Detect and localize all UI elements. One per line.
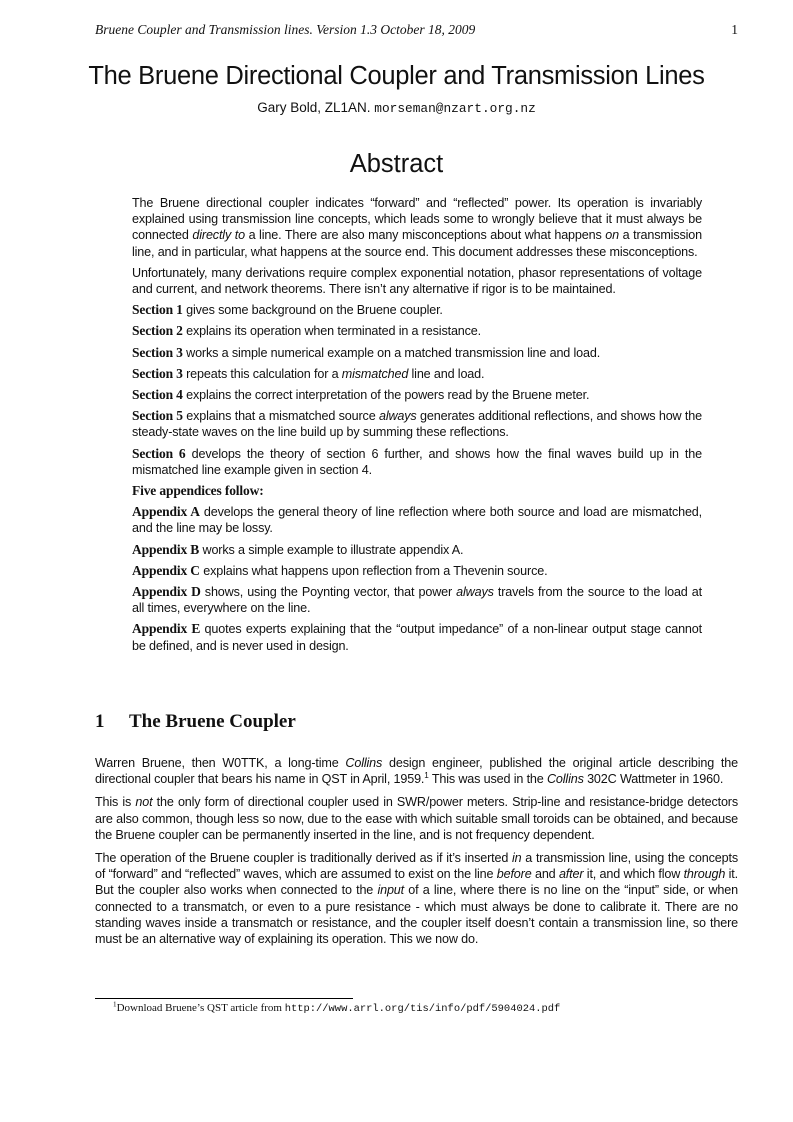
- bold-label: Section 1: [132, 302, 183, 318]
- emphasis-text: after: [558, 867, 584, 882]
- bold-label: Section 5: [132, 408, 183, 424]
- text-run: generates additional reflections, and shows how the steady-state waves on the line build up by summing these reflections.: [132, 409, 702, 440]
- paragraph: [132, 366, 702, 382]
- paragraph: [132, 265, 702, 297]
- text-run: it. But the coupler also works when connected to the: [95, 867, 738, 898]
- emphasis-text: before: [496, 867, 532, 882]
- paragraph: [132, 302, 702, 318]
- running-title: Bruene Coupler and Transmission lines. Version 1.3 October 18, 2009: [95, 22, 476, 37]
- text-run: the only form of directional coupler used in SWR/power meters. Strip-line and resistance-bridge detectors are also common, though less so now, due to the ease with which suitable small toroids can be obtained, and because the Bruene coupler can be permanently inserted in the line, and is not frequency dependent.: [95, 795, 738, 842]
- page-number: 1: [731, 22, 738, 37]
- footnote: [113, 1002, 560, 1015]
- text-run: it, and which flow: [583, 867, 684, 882]
- bold-label: Section 2: [132, 323, 183, 339]
- author-line: [0, 100, 793, 116]
- paragraph: [132, 195, 702, 260]
- document-title: The Bruene Directional Coupler and Transmission Lines: [88, 62, 705, 90]
- text-run: travels from the source to the load at all times, everywhere on the line.: [132, 585, 702, 616]
- paragraph: [132, 408, 702, 440]
- text-run: explains the correct interpretation of the powers read by the Bruene meter.: [182, 388, 590, 403]
- paragraph: [132, 621, 702, 653]
- abstract-body: [132, 195, 702, 659]
- paragraph: [132, 504, 702, 536]
- text-run: works a simple numerical example on a matched transmission line and load.: [182, 345, 601, 360]
- paragraph: [132, 345, 702, 361]
- section-body: [95, 755, 738, 954]
- author-name: Gary Bold, ZL1AN.: [257, 100, 371, 115]
- paragraph: [132, 483, 702, 499]
- text-run: design engineer, published the original article describing the directional coupler that bears his name in QST in April, 1959.: [95, 756, 738, 787]
- text-run: a line. There are also many misconceptions about what happens: [244, 228, 606, 243]
- text-run: a transmission line, using the concepts of “forward” and “reflected” waves, which are assumed to exist on the line: [95, 851, 738, 882]
- section-heading: [95, 711, 296, 733]
- emphasis-text: in: [511, 851, 522, 866]
- emphasis-text: Collins: [345, 756, 383, 770]
- text-run: 302C Wattmeter in 1960.: [583, 772, 724, 787]
- text-run: This is: [95, 795, 136, 810]
- footnote-ref: 1: [424, 771, 429, 781]
- text-run: develops the theory of section 6 further, and shows how the final waves build up in the mismatched line example given in section 4.: [132, 446, 702, 477]
- text-run: develops the general theory of line reflection where both source and load are mismatched, and the line may be lossy.: [132, 505, 703, 536]
- bold-label: Section 3: [132, 344, 183, 360]
- footnote-text: Download Bruene’s QST article from: [116, 1002, 285, 1014]
- emphasis-text: directly to: [192, 228, 245, 243]
- text-run: This was used in the: [428, 772, 547, 787]
- footnote-mark: 1: [113, 1000, 117, 1009]
- bold-label: Appendix A: [132, 504, 200, 520]
- section-title: The Bruene Coupler: [129, 711, 296, 732]
- bold-label: Section 4: [132, 387, 183, 403]
- text-run: shows, using the Poynting vector, that power: [200, 585, 457, 600]
- author-email[interactable]: morseman@nzart.org.nz: [374, 101, 536, 116]
- paragraph: [95, 755, 738, 787]
- text-run: explains what happens upon reflection from a Thevenin source.: [199, 563, 548, 578]
- emphasis-text: input: [377, 883, 404, 898]
- emphasis-text: always: [378, 409, 417, 424]
- bold-label: Appendix D: [132, 584, 201, 600]
- paragraph: [132, 542, 702, 558]
- text-run: repeats this calculation for a: [182, 366, 342, 381]
- emphasis-text: mismatched: [341, 366, 409, 381]
- text-run: explains its operation when terminated in a resistance.: [182, 324, 481, 339]
- paragraph: [132, 584, 702, 616]
- bold-label: Appendix E: [132, 621, 201, 637]
- abstract-heading: Abstract: [349, 150, 444, 178]
- bold-label: Section 6: [132, 445, 186, 461]
- footnote-rule: [95, 998, 353, 999]
- text-run: quotes experts explaining that the “output impedance” of a non-linear output stage cannot be defined, and is never used in design.: [132, 622, 702, 653]
- paragraph: [95, 850, 738, 947]
- text-run: explains that a mismatched source: [182, 409, 379, 424]
- text-run: works a simple example to illustrate appendix A.: [199, 542, 464, 557]
- paragraph: [132, 446, 702, 478]
- emphasis-text: not: [135, 795, 153, 810]
- text-run: a transmission line, and in particular, what happens at the source end. This document addresses these misconceptions.: [132, 228, 702, 259]
- paragraph: [132, 323, 702, 339]
- emphasis-text: through: [683, 867, 726, 882]
- bold-label: Five appendices follow:: [132, 483, 264, 499]
- text-run: Warren Bruene, then W0TTK, a long-time: [95, 756, 346, 770]
- bold-label: Appendix C: [132, 562, 200, 578]
- paragraph: [95, 794, 738, 843]
- bold-label: Section 3: [132, 365, 183, 381]
- paragraph: [132, 563, 702, 579]
- emphasis-text: Collins: [546, 772, 584, 787]
- text-run: of a line, where there is no line on the “input” side, or when connected to a transmatch, or even to a pure resistance - which must always be done to calibrate it. There are no standing waves inside a transmatch or resistance, and the coupler itself doesn’t contain a transmission line, so there must be an alternative way of explaining its operation. This we now do.: [95, 883, 738, 947]
- text-run: line and load.: [408, 366, 485, 381]
- running-header: [95, 22, 738, 38]
- text-run: Unfortunately, many derivations require complex exponential notation, phasor representations of voltage and current, and network theorems. There isn’t any alternative if rigor is to be maintained.: [132, 265, 702, 297]
- bold-label: Appendix B: [132, 541, 200, 557]
- section-number: 1: [95, 711, 105, 732]
- text-run: gives some background on the Bruene coupler.: [182, 303, 443, 318]
- text-run: The Bruene directional coupler indicates “forward” and “reflected” power. Its operation is invariably explained using transmission line concepts, which leads some to wrongly believe that it must always be connected: [132, 196, 702, 243]
- text-run: and: [531, 867, 559, 882]
- emphasis-text: on: [605, 228, 619, 243]
- paragraph: [132, 387, 702, 403]
- text-run: The operation of the Bruene coupler is traditionally derived as if it’s inserted: [95, 851, 512, 866]
- footnote-url[interactable]: http://www.arrl.org/tis/info/pdf/5904024.pdf: [284, 1003, 561, 1015]
- emphasis-text: always: [456, 585, 494, 600]
